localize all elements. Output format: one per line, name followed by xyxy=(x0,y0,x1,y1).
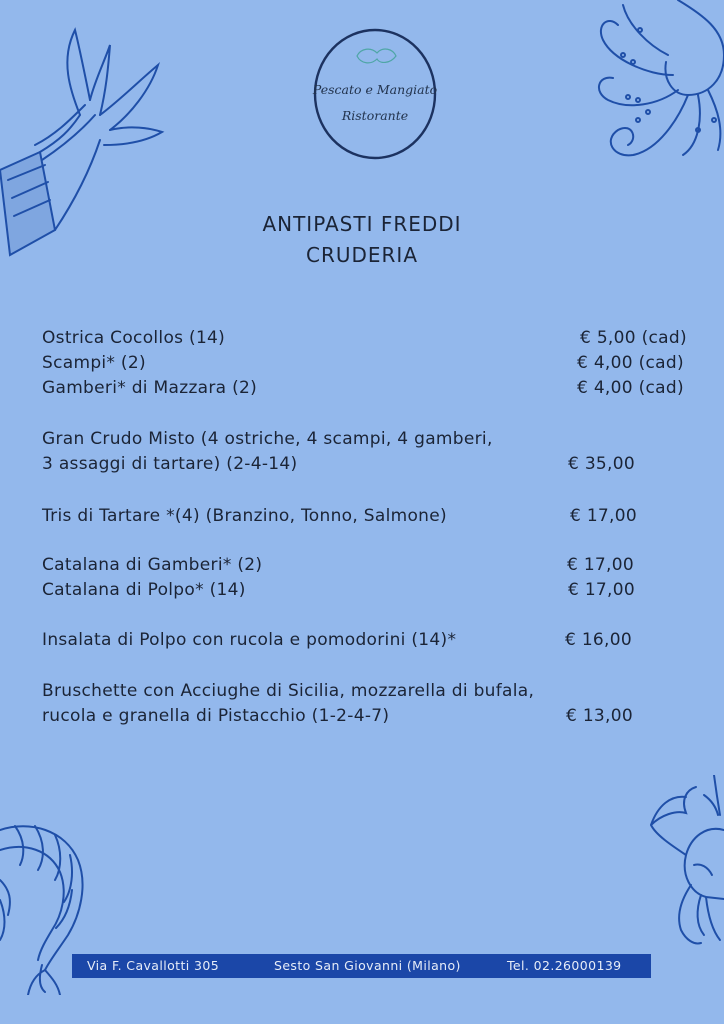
footer-band xyxy=(72,954,651,978)
footer-city: Sesto San Giovanni (Milano) xyxy=(274,958,461,973)
section-title: ANTIPASTI FREDDI xyxy=(262,212,462,236)
menu-item-name: Catalana di Gamberi* (2) xyxy=(42,555,263,575)
menu-item-name: Gamberi* di Mazzara (2) xyxy=(42,378,258,398)
menu-item-name: Insalata di Polpo con rucola e pomodorini (14)* xyxy=(42,630,457,650)
menu-item-name-cont: 3 assaggi di tartare) (2-4-14) xyxy=(42,454,298,474)
menu-item-price: € 17,00 xyxy=(570,506,637,526)
menu-item-price: € 4,00 (cad) xyxy=(577,378,684,398)
menu-item-price: € 4,00 (cad) xyxy=(577,353,684,373)
menu-item-name: Bruschette con Acciughe di Sicilia, mozzarella di bufala, xyxy=(42,681,535,701)
crab-icon xyxy=(646,775,724,950)
menu-item-name: Catalana di Polpo* (14) xyxy=(42,580,246,600)
logo-subtitle: Ristorante xyxy=(341,108,409,123)
menu-item-price: € 17,00 xyxy=(568,580,635,600)
menu-item-price: € 5,00 (cad) xyxy=(580,328,687,348)
menu-item-name: Ostrica Cocollos (14) xyxy=(42,328,226,348)
menu-item-name: Scampi* (2) xyxy=(42,353,146,373)
footer-phone: Tel. 02.26000139 xyxy=(507,958,622,973)
menu-item-price: € 17,00 xyxy=(567,555,634,575)
restaurant-logo xyxy=(310,22,440,162)
fish-icon xyxy=(357,49,396,63)
menu-item-price: € 16,00 xyxy=(565,630,632,650)
menu-item-name: Tris di Tartare *(4) (Branzino, Tonno, Salmone) xyxy=(42,506,447,526)
menu-item-name: Gran Crudo Misto (4 ostriche, 4 scampi, 4 gamberi, xyxy=(42,429,493,449)
octopus-icon xyxy=(578,0,724,160)
menu-item-price: € 13,00 xyxy=(566,706,633,726)
menu-item-name-cont: rucola e granella di Pistacchio (1-2-4-7) xyxy=(42,706,390,726)
section-subtitle: CRUDERIA xyxy=(305,243,418,267)
logo-name: Pescato e Mangiato xyxy=(312,82,438,97)
footer-address: Via F. Cavallotti 305 xyxy=(87,958,220,973)
menu-item-price: € 35,00 xyxy=(568,454,635,474)
